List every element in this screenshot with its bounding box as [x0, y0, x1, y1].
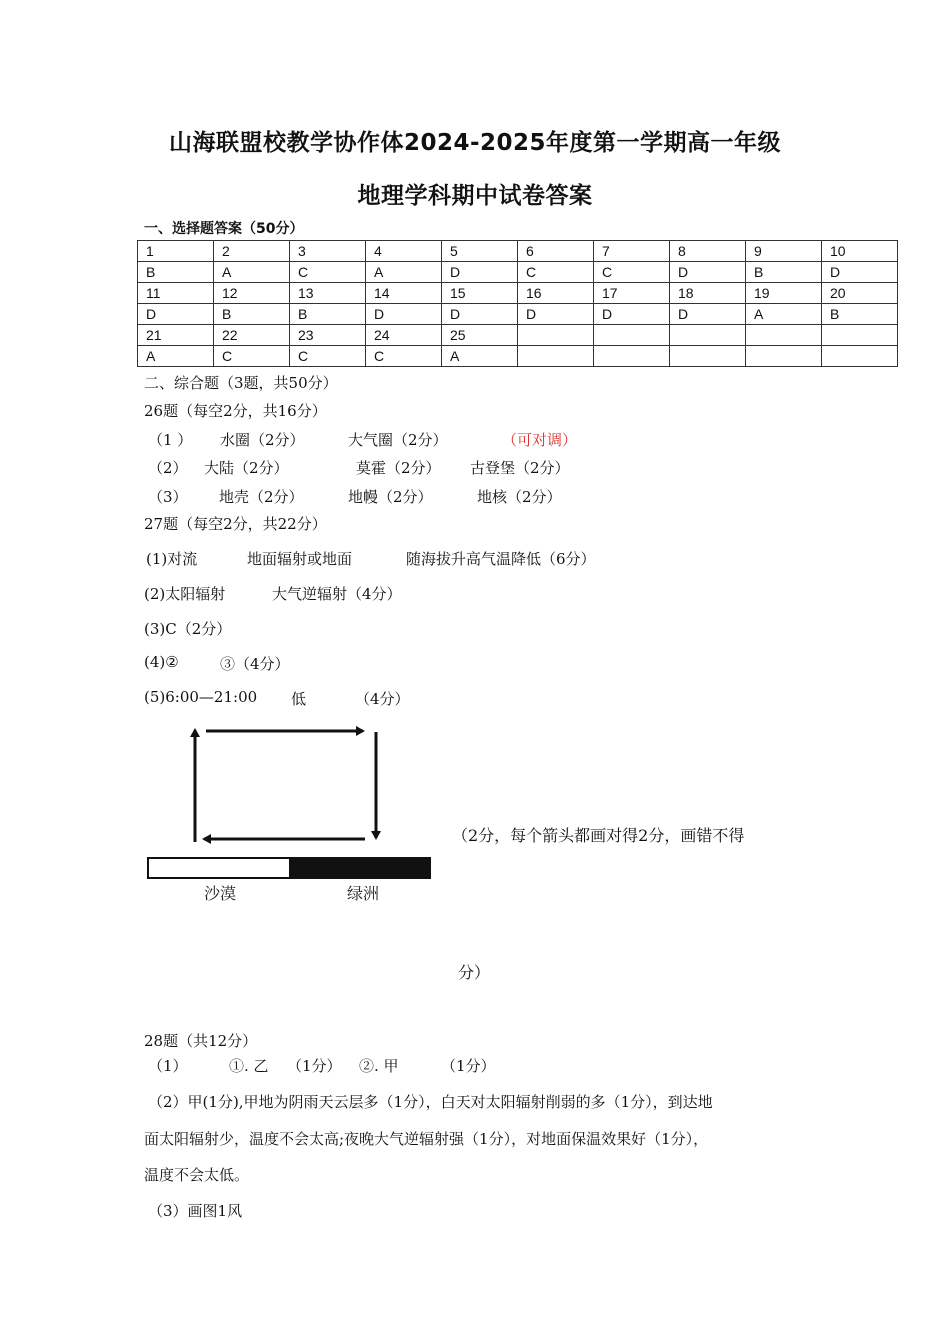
- q28-r1-c: ②. 甲: [359, 1057, 399, 1075]
- answer-cell: B: [214, 304, 290, 325]
- answer-cell: 15: [442, 283, 518, 304]
- q26-r1-note: （可对调）: [502, 431, 578, 449]
- q26-heading: 26题（每空2分，共16分）: [144, 402, 327, 420]
- answer-cell: 18: [670, 283, 746, 304]
- answer-cell: 24: [366, 325, 442, 346]
- answer-row: [138, 346, 898, 367]
- q28-r2-line-2: 面太阳辐射少，温度不会太高;夜晚大气逆辐射强（1分），对地面保温效果好（1分），: [144, 1130, 709, 1148]
- title-line-1: 山海联盟校教学协作体2024-2025年度第一学期高一年级: [168, 130, 782, 156]
- answer-cell: D: [518, 304, 594, 325]
- answer-cell: 17: [594, 283, 670, 304]
- q27-r4-b: ③（4分）: [220, 655, 290, 673]
- q26-r2-b: 莫霍（2分）: [356, 459, 441, 477]
- answer-cell: D: [822, 262, 898, 283]
- answer-cell: 21: [138, 325, 214, 346]
- answer-cell: A: [442, 346, 518, 367]
- answer-cell: C: [518, 262, 594, 283]
- q27-r4-a: (4)②: [144, 653, 179, 671]
- answer-cell: [822, 325, 898, 346]
- answer-cell: 8: [670, 241, 746, 262]
- answer-cell: 12: [214, 283, 290, 304]
- answer-row: [138, 325, 898, 346]
- answer-cell: B: [746, 262, 822, 283]
- answer-cell: [670, 346, 746, 367]
- answer-cell: A: [138, 346, 214, 367]
- answer-cell: 20: [822, 283, 898, 304]
- q26-r1-b: 大气圈（2分）: [348, 431, 448, 449]
- answer-cell: D: [670, 262, 746, 283]
- q28-r2-line-1: （2）甲(1分),甲地为阴雨天云层多（1分），白天对太阳辐射削弱的多（1分），到达地: [148, 1093, 713, 1111]
- title-line-2: 地理学科期中试卷答案: [357, 183, 593, 209]
- answer-cell: C: [594, 262, 670, 283]
- answer-cell: 5: [442, 241, 518, 262]
- diagram-note-line-2: 分）: [458, 963, 491, 982]
- q28-r2-line-3: 温度不会太低。: [144, 1166, 250, 1184]
- answer-cell: D: [138, 304, 214, 325]
- answer-cell: 3: [290, 241, 366, 262]
- answer-cell: [670, 325, 746, 346]
- answer-cell: A: [214, 262, 290, 283]
- answer-cell: [822, 346, 898, 367]
- answer-row: [138, 304, 898, 325]
- answer-cell: 25: [442, 325, 518, 346]
- oasis-label: 绿洲: [347, 884, 380, 903]
- answer-cell: A: [746, 304, 822, 325]
- diagram-note-line-1: （2分，每个箭头都画对得2分，画错不得: [452, 826, 745, 845]
- q26-r2-a: 大陆（2分）: [204, 459, 289, 477]
- answer-cell: 2: [214, 241, 290, 262]
- answer-cell: B: [138, 262, 214, 283]
- answer-cell: [518, 325, 594, 346]
- answer-cell: B: [822, 304, 898, 325]
- q27-r2-b: 大气逆辐射（4分）: [272, 585, 402, 603]
- answer-cell: A: [366, 262, 442, 283]
- answer-row: [138, 262, 898, 283]
- answer-row: [138, 241, 898, 262]
- answer-cell: 6: [518, 241, 594, 262]
- answer-cell: 22: [214, 325, 290, 346]
- answer-cell: [594, 346, 670, 367]
- q27-r5-c: （4分）: [355, 690, 410, 708]
- answer-cell: 7: [594, 241, 670, 262]
- answer-cell: C: [366, 346, 442, 367]
- answer-cell: [518, 346, 594, 367]
- q27-r3: (3)C（2分）: [144, 620, 232, 638]
- answer-cell: B: [290, 304, 366, 325]
- q26-r3-b: 地幔（2分）: [348, 488, 433, 506]
- q27-r5-b: 低: [291, 690, 307, 708]
- desert-bar: [148, 858, 290, 878]
- q26-r3-c: 地核（2分）: [477, 488, 562, 506]
- answer-cell: [746, 346, 822, 367]
- choice-answer-table: [137, 240, 898, 367]
- q27-r1-b: 地面辐射或地面: [247, 550, 353, 568]
- answer-cell: D: [594, 304, 670, 325]
- q27-r1-c: 随海拔升高气温降低（6分）: [406, 550, 596, 568]
- answer-cell: D: [366, 304, 442, 325]
- q28-r3: （3）画图1风: [148, 1202, 243, 1220]
- q27-heading: 27题（每空2分，共22分）: [144, 515, 327, 533]
- answer-cell: C: [290, 262, 366, 283]
- answer-cell: D: [670, 304, 746, 325]
- answer-cell: D: [442, 304, 518, 325]
- q28-r1-num: （1）: [148, 1057, 188, 1075]
- q26-r1-num: （1 ）: [148, 431, 193, 449]
- answer-cell: 19: [746, 283, 822, 304]
- answer-cell: 23: [290, 325, 366, 346]
- desert-label: 沙漠: [204, 884, 237, 903]
- answer-cell: 14: [366, 283, 442, 304]
- answer-cell: 4: [366, 241, 442, 262]
- q28-heading: 28题（共12分）: [144, 1032, 258, 1050]
- q27-r2-a: (2)太阳辐射: [144, 585, 226, 603]
- answer-cell: 9: [746, 241, 822, 262]
- section-2-heading: 二、综合题（3题，共50分）: [144, 374, 338, 392]
- q27-r5-a: (5)6:00—21:00: [144, 688, 258, 706]
- q28-r1-b: （1分）: [287, 1057, 342, 1075]
- answer-cell: D: [442, 262, 518, 283]
- answer-cell: 10: [822, 241, 898, 262]
- answer-cell: 11: [138, 283, 214, 304]
- circulation-diagram: [140, 720, 440, 910]
- q27-r1-a: (1)对流: [146, 550, 198, 568]
- answer-cell: [594, 325, 670, 346]
- q28-r1-a: ①. 乙: [229, 1057, 269, 1075]
- q26-r1-a: 水圈（2分）: [220, 431, 305, 449]
- q26-r3-a: 地壳（2分）: [219, 488, 304, 506]
- section-1-heading: 一、选择题答案（50分）: [144, 221, 304, 237]
- q26-r2-num: （2）: [148, 459, 188, 477]
- answer-cell: C: [290, 346, 366, 367]
- answer-cell: 1: [138, 241, 214, 262]
- answer-cell: C: [214, 346, 290, 367]
- q28-r1-d: （1分）: [441, 1057, 496, 1075]
- answer-cell: 16: [518, 283, 594, 304]
- answer-cell: 13: [290, 283, 366, 304]
- answer-cell: [746, 325, 822, 346]
- q26-r3-num: （3）: [148, 488, 188, 506]
- oasis-bar: [290, 858, 430, 878]
- q26-r2-c: 古登堡（2分）: [470, 459, 570, 477]
- answer-row: [138, 283, 898, 304]
